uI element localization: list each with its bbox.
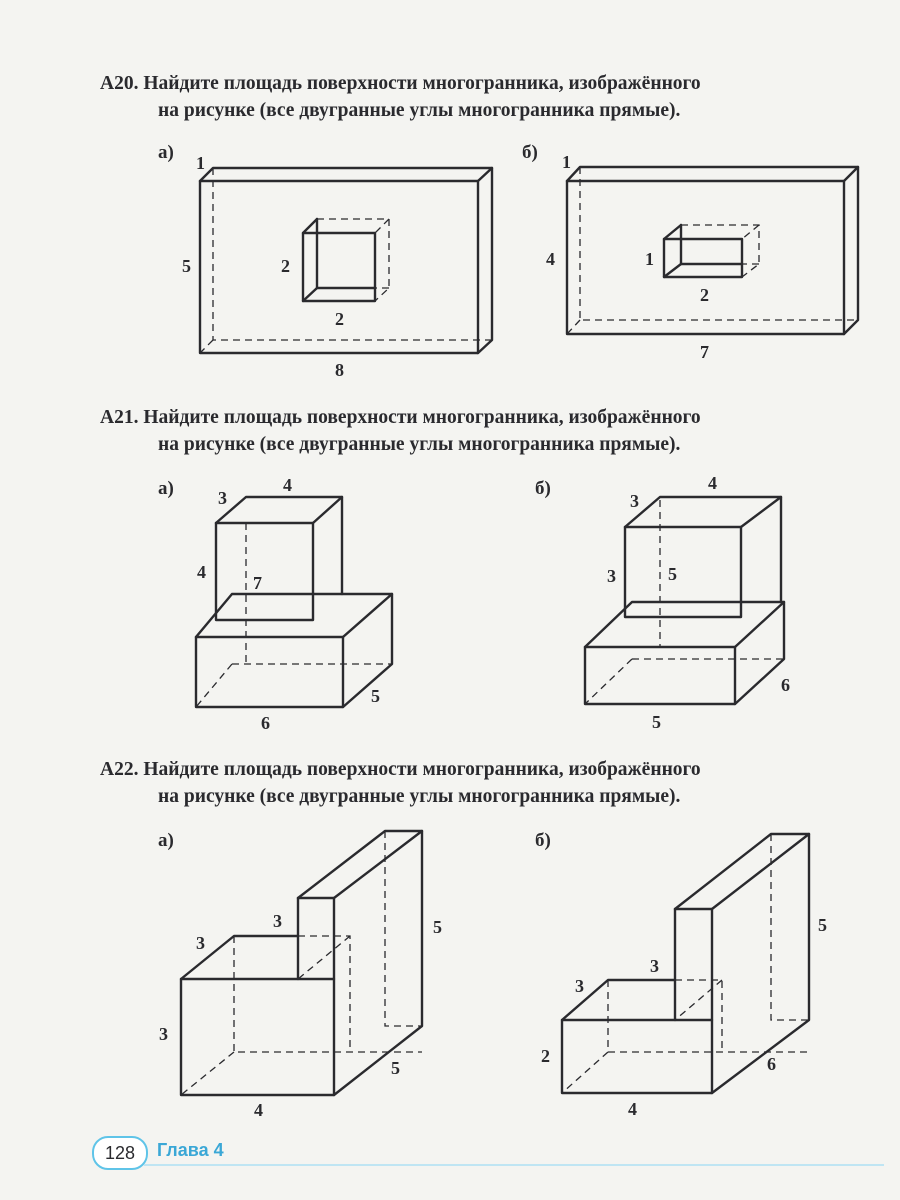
hole-edge [664,225,681,239]
dim-label: 1 [196,153,205,173]
figure-letter: а) [158,830,174,851]
plate-hidden-edge [567,320,580,334]
dim-label: 3 [159,1024,168,1044]
dim-label: 3 [630,491,639,511]
problem-text-line1: Найдите площадь поверхности многогранника, изображённого [143,73,701,94]
base-front-face [196,637,343,707]
plate-right-face [478,168,492,353]
hole-hidden-edge [742,225,759,239]
base-top-face [196,594,392,637]
dim-label: 6 [767,1054,776,1074]
dim-label: 2 [281,256,290,276]
plate-hidden-edges [580,167,858,320]
dim-label: 4 [708,473,717,493]
dim-label: 5 [182,256,191,276]
dim-label: 2 [700,285,709,305]
page-footer [82,1130,882,1170]
hole-front [664,239,742,277]
dim-label: 4 [628,1099,637,1119]
chapter-title: Глава 4 [157,1140,224,1160]
problem-number: A20. [100,73,139,94]
figure-a22a-l-shape [159,831,442,1120]
dim-label: 2 [335,309,344,329]
figure-letter: а) [158,478,174,499]
figure-letter: а) [158,142,174,163]
dim-label: 1 [562,152,571,172]
dim-label: 4 [546,249,555,269]
problem-text-line2: на рисунке (все двугранные углы многогранника прямые). [158,786,681,807]
hole-edge [303,219,317,233]
dim-label: 4 [254,1100,263,1120]
problem-text-line1: Найдите площадь поверхности многогранника, изображённого [143,759,701,780]
dim-label: 7 [700,342,709,362]
hole-edge [303,288,317,301]
problem-text-line2: на рисунке (все двугранные углы многогранника прямые). [158,434,681,455]
figure-a21b-stacked-boxes [585,473,790,732]
dim-label: 5 [652,712,661,732]
l-riser [298,898,334,979]
plate-top-face [567,167,858,181]
dim-label: 8 [335,360,344,380]
base-right-face [343,594,392,707]
l-right-face [334,831,422,1095]
problem-text-line1: Найдите площадь поверхности многогранника, изображённого [143,407,701,428]
dim-label: 6 [781,675,790,695]
l-hidden-edges [298,936,350,1052]
l-top-face [675,834,809,909]
l-front-outline [181,936,334,1095]
l-hidden-edge [675,980,722,1020]
page-number: 128 [92,1136,148,1170]
l-hidden-edge [181,1052,234,1095]
l-hidden-edges [385,831,422,1026]
dim-label: 6 [261,713,270,733]
dim-label: 5 [668,564,677,584]
top-box-top-face [625,497,781,527]
l-hidden-edge [298,936,350,979]
dim-label: 7 [253,573,262,593]
l-riser [675,909,712,1020]
dim-label: 4 [283,475,292,495]
l-front-outline [562,980,712,1093]
hole-hidden-edge [375,219,389,233]
l-hidden-edge [562,1052,608,1093]
hole-edge [664,264,681,277]
base-hidden-edge [196,664,232,707]
base-front-face [585,647,735,704]
figure-letter: б) [522,142,538,163]
figure-a20b-plate-with-hole [546,152,858,362]
dim-label: 3 [650,956,659,976]
plate-top-face [200,168,492,181]
l-top-face [298,831,422,898]
top-box-front-face [625,527,741,617]
dim-label: 4 [197,562,206,582]
l-hidden-edges [771,834,809,1020]
dim-label: 3 [575,976,584,996]
top-box-top-face [216,497,342,523]
hole-hidden-edges [681,225,759,277]
dim-label: 5 [391,1058,400,1078]
footer-rule [144,1164,884,1166]
dim-label: 5 [433,917,442,937]
dim-label: 3 [218,488,227,508]
base-top-face [585,602,784,647]
figure-letter: б) [535,478,551,499]
l-hidden-edges [675,980,722,1052]
dim-label: 5 [818,915,827,935]
plate-right-face [844,167,858,334]
plate-front-face [567,181,844,334]
dim-label: 3 [607,566,616,586]
plate-hidden-edges [213,168,492,340]
dim-label: 1 [645,249,654,269]
problem-number: A21. [100,407,139,428]
figure-letter: б) [535,830,551,851]
plate-hidden-edge [200,340,213,353]
problem-number: A22. [100,759,139,780]
problem-text-line2: на рисунке (все двугранные углы многогранника прямые). [158,100,681,121]
dim-label: 2 [541,1046,550,1066]
figure-a21a-stacked-boxes [196,475,392,733]
dim-label: 5 [371,686,380,706]
base-right-face [735,602,784,704]
figure-a22b-l-shape [541,834,827,1119]
figure-a20a-plate-with-hole [182,153,492,380]
dim-label: 3 [196,933,205,953]
base-hidden-edge [585,659,632,704]
dim-label: 3 [273,911,282,931]
top-box-front-face [216,523,313,620]
